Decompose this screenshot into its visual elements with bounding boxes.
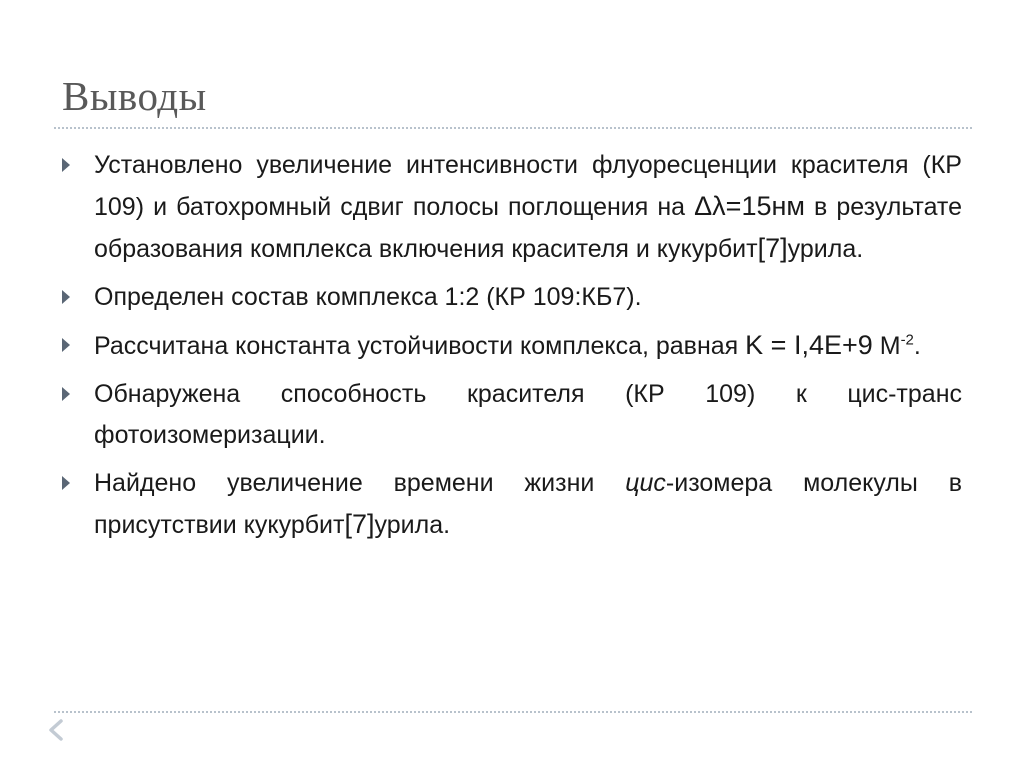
bullet-item-4 bbox=[62, 374, 962, 456]
triangle-right-icon bbox=[62, 290, 70, 304]
bullet-text: -изомера молекулы в присутствии кукурбит bbox=[94, 469, 962, 539]
bracket-seven: [7] bbox=[757, 233, 788, 263]
slide-title: Выводы bbox=[62, 73, 207, 119]
constant-digit: I bbox=[793, 330, 802, 360]
delta-lambda-value: Δλ=15нм bbox=[694, 191, 805, 221]
bullet-list bbox=[62, 145, 962, 553]
bullet-item-5 bbox=[62, 463, 962, 546]
constant-symbol: K = bbox=[745, 330, 794, 360]
bullet-text: урила. bbox=[787, 235, 864, 263]
bullet-text: Рассчитана константа устойчивости комплекса, равная bbox=[94, 332, 746, 360]
bullet-text: . bbox=[913, 332, 921, 360]
triangle-right-icon bbox=[62, 158, 70, 172]
nav-back-arrow-icon[interactable] bbox=[46, 718, 66, 742]
unit-exponent: -2 bbox=[900, 331, 914, 349]
bullet-text: Найдено увеличение времени жизни bbox=[94, 469, 626, 497]
bullet-text: в результате образования комплекса включения красителя и кукурбит bbox=[94, 193, 963, 263]
title-divider bbox=[54, 127, 972, 129]
bullet-text: Установлено увеличение интенсивности флуоресценции красителя (КР 109) и батохромный сдвиг полосы поглощения на bbox=[94, 151, 962, 221]
bullet-text: Определен состав комплекса 1:2 (КР 109:КБ7). bbox=[94, 283, 642, 311]
footer-divider bbox=[54, 711, 972, 713]
bullet-item-3 bbox=[62, 325, 962, 367]
constant-unit: М bbox=[872, 332, 901, 360]
constant-value: ,4E+9 bbox=[801, 330, 873, 360]
triangle-right-icon bbox=[62, 476, 70, 490]
bracket-seven: [7] bbox=[344, 509, 375, 539]
triangle-right-icon bbox=[62, 338, 70, 352]
bullet-text: урила. bbox=[374, 511, 451, 539]
bullet-item-2 bbox=[62, 277, 962, 318]
bullet-text: Обнаружена способность красителя (КР 109) к цис-транс фотоизомеризации. bbox=[94, 380, 962, 449]
triangle-right-icon bbox=[62, 387, 70, 401]
italic-term: цис bbox=[625, 469, 666, 497]
bullet-item-1 bbox=[62, 145, 962, 270]
